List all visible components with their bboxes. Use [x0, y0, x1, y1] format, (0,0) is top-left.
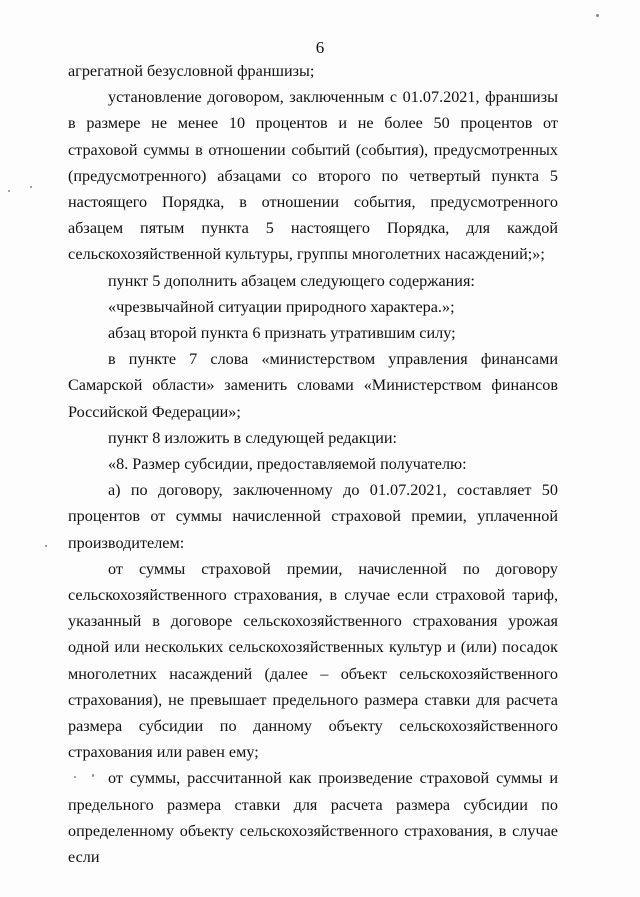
scan-speck: [596, 14, 599, 17]
paragraph-calculated-sum: от суммы, рассчитанной как произведение страховой суммы и предельного размера ставки для расчета размера субсидии по определенному объекту сельскохозяйственного страхования, в случае если: [68, 769, 558, 867]
scan-speck: [74, 776, 76, 778]
paragraph-point8-intro: пункт 8 изложить в следующей редакции:: [108, 428, 398, 447]
scan-speck: [30, 186, 32, 188]
paragraph-premium-sum: от суммы страховой премии, начисленной по договору сельскохозяйственного страхования, в случае если страховой тариф, указанный в договоре сельскохозяйственного страхования урожая одной или нескольких сельскохозяйственных культур и (или) посадок многолетних насаждений (далее – объект сельскохозяйственного страхования), не превышает предельного размера ставки для расчета размера субсидии по данному объекту сельскохозяйственного страхования или равен ему;: [68, 559, 558, 762]
scan-speck: [92, 774, 94, 777]
paragraph-emergency: «чрезвычайной ситуации природного характера.»;: [108, 297, 455, 316]
paragraph-franchise-end: агрегатной безусловной франшизы;: [68, 62, 315, 80]
paragraph-point6-repeal: абзац второй пункта 6 признать утратившим силу;: [108, 324, 456, 343]
paragraph-franchise-establishment: установление договором, заключенным с 01.07.2021, франшизы в размере не менее 10 процентов и не более 50 процентов от страховой суммы в отношении событий (события), предусмотренных (предусмотренного) абзацами со второго по четвертый пункта 5 настоящего Порядка, в отношении события, предусмотренного абзацем пятым пункта 5 настоящего Порядка, для каждой сельскохозяйственной культуры, группы многолетних насаждений;»;: [68, 88, 558, 264]
body-text: [68, 58, 558, 870]
paragraph-subitem-a: а) по договору, заключенному до 01.07.2021, составляет 50 процентов от суммы начисленной страховой премии, уплаченной производителем:: [68, 481, 558, 552]
scan-speck: [45, 545, 47, 547]
paragraph-point8-heading: «8. Размер субсидии, предоставляемой получателю:: [108, 455, 467, 474]
paragraph-point5-amend: пункт 5 дополнить абзацем следующего содержания:: [108, 271, 475, 290]
paragraph-point7-replace: в пункте 7 слова «министерством управления финансами Самарской области» заменить словами «Министерством финансов Российской Федерации»;: [68, 350, 558, 421]
scan-speck: [8, 190, 10, 192]
page-number: 6: [315, 38, 325, 57]
